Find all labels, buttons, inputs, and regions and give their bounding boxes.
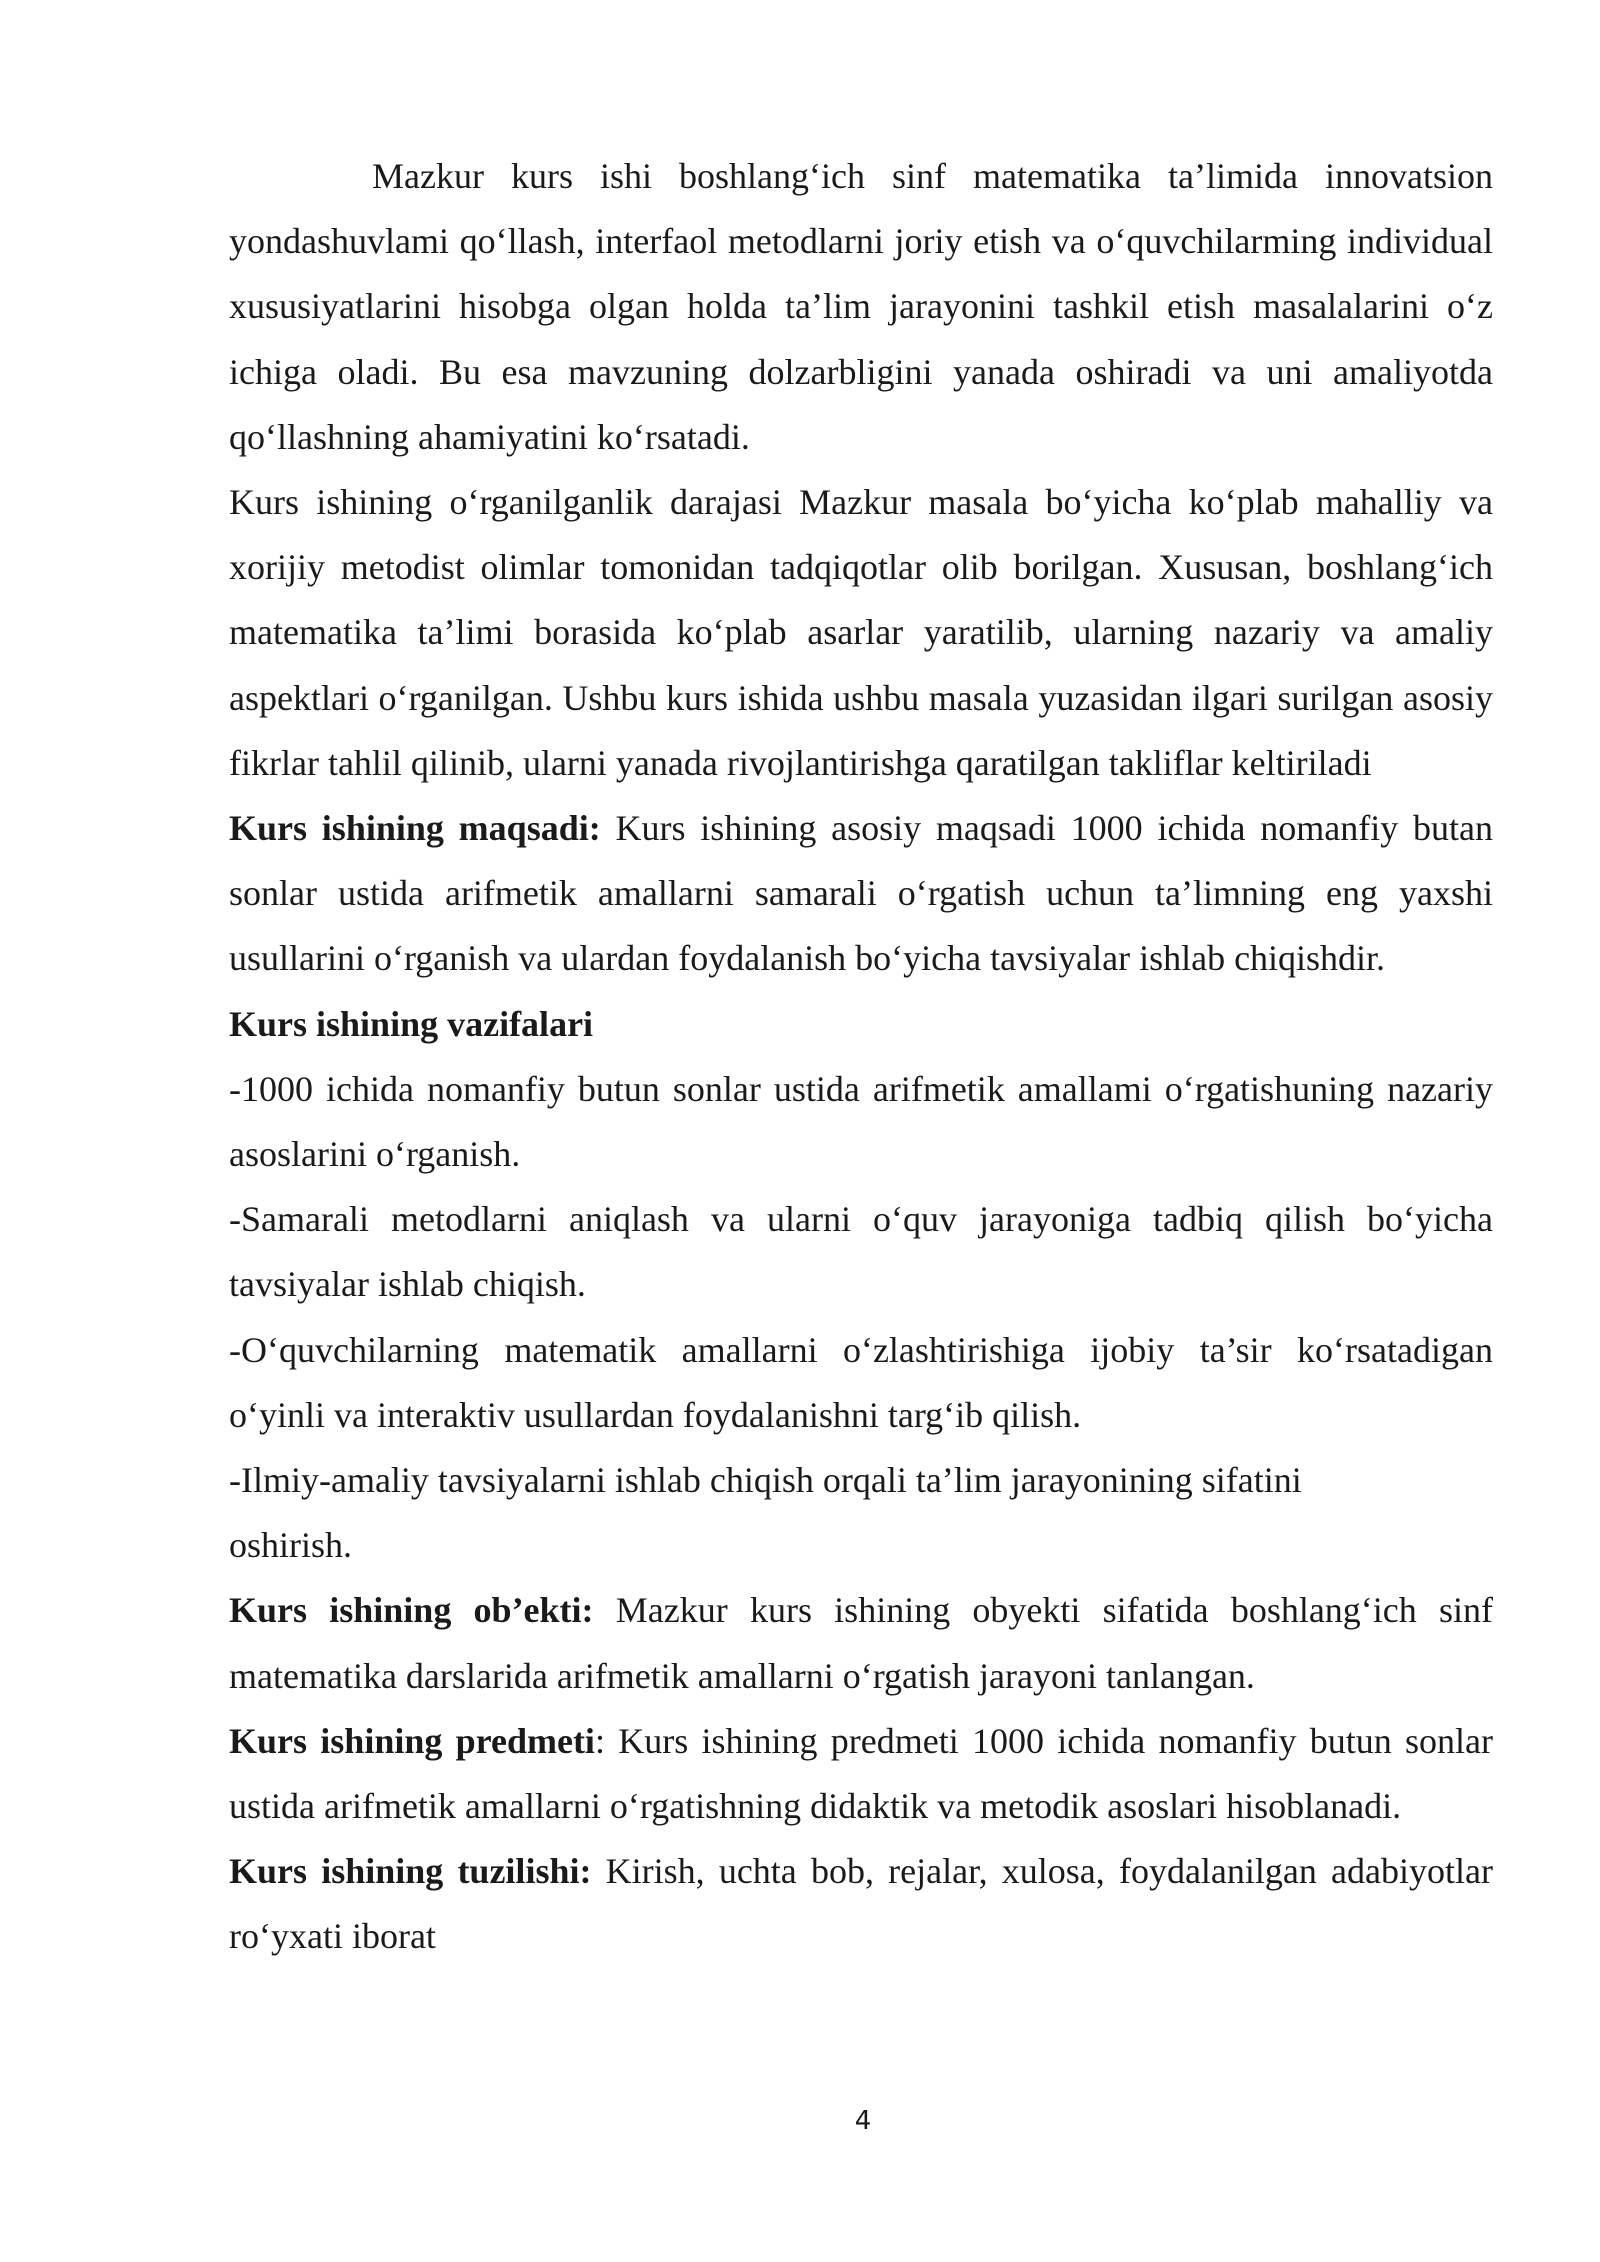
goal-paragraph <box>229 796 1493 992</box>
tasks-heading: Kurs ishining vazifalari <box>229 1003 594 1044</box>
subject-label: Kurs ishining predmeti <box>229 1720 595 1761</box>
page-body <box>229 144 1493 1970</box>
object-text: Mazkur kurs ishining obyekti sifatida boshlang‘ich sinf matematika darslarida arifmetik amallarni o‘rgatish jarayoni tanlangan. <box>229 1590 1493 1696</box>
task-item-3: -O‘quvchilarning matematik amallarni o‘zlashtirishiga ijobiy ta’sir ko‘rsatadigan o‘yinli va interaktiv usullardan foydalanishni targ‘ib qilish. <box>229 1329 1493 1435</box>
goal-label: Kurs ishining maqsadi: <box>229 808 601 849</box>
structure-paragraph <box>229 1839 1493 1969</box>
object-paragraph <box>229 1578 1493 1708</box>
object-label: Kurs ishining ob’ekti: <box>229 1590 594 1631</box>
study-level-paragraph: Kurs ishining o‘rganilganlik darajasi Mazkur masala bo‘yicha ko‘plab mahalliy va xorijiy metodist olimlar tomonidan tadqiqotlar olib borilgan. Xususan, boshlang‘ich matematika ta’limi borasida ko‘plab asarlar yaratilib, ularning nazariy va amaliy aspektlari o‘rganilgan. Ushbu kurs ishida ushbu masala yuzasidan ilgari surilgan asosiy fikrlar tahlil qilinib, ularni yanada rivojlantirishga qaratilgan takliflar keltiriladi <box>229 482 1493 783</box>
subject-paragraph <box>229 1709 1493 1839</box>
task-item-2: -Samarali metodlarni aniqlash va ularni o‘quv jarayoniga tadbiq qilish bo‘yicha tavsiyalar ishlab chiqish. <box>229 1199 1493 1305</box>
goal-text: Kurs ishining asosiy maqsadi 1000 ichida nomanfiy butan sonlar ustida arifmetik amallarni samarali o‘rgatish uchun ta’limning eng yaxshi usullarini o‘rganish va ulardan foydalanish bo‘yicha tavsiyalar ishlab chiqishdir. <box>229 808 1493 979</box>
task-item-4: -Ilmiy-amaliy tavsiyalarni ishlab chiqish orqali ta’lim jarayonining sifatini <box>229 1460 1302 1501</box>
structure-text: Kirish, uchta bob, rejalar, xulosa, foydalanilgan adabiyotlar ro‘yxati iborat <box>229 1851 1493 1957</box>
task-item-1: -1000 ichida nomanfiy butun sonlar ustida arifmetik amallami o‘rgatishuning nazariy asoslarini o‘rganish. <box>229 1068 1493 1175</box>
intro-paragraph: Mazkur kurs ishi boshlang‘ich sinf matematika ta’limida innovatsion yondashuvlami qo‘llash, interfaol metodlarni joriy etish va o‘quvchilarming individual xususiyatlarini hisobga olgan holda ta’lim jarayonini tashkil etish masalalarini o‘z ichiga oladi. Bu esa mavzuning dolzarbligini yanada oshiradi va uni amaliyotda qo‘llashning ahamiyatini ko‘rsatadi. <box>229 156 1493 457</box>
task-item-4-continuation: oshirish. <box>229 1525 353 1566</box>
page-number: 4 <box>854 2106 872 2136</box>
subject-text: : Kurs ishining predmeti 1000 ichida nomanfiy butun sonlar ustida arifmetik amallarni o‘rgatishning didaktik va metodik asoslari hisoblanadi. <box>229 1720 1493 1827</box>
structure-label: Kurs ishining tuzilishi: <box>229 1851 592 1892</box>
